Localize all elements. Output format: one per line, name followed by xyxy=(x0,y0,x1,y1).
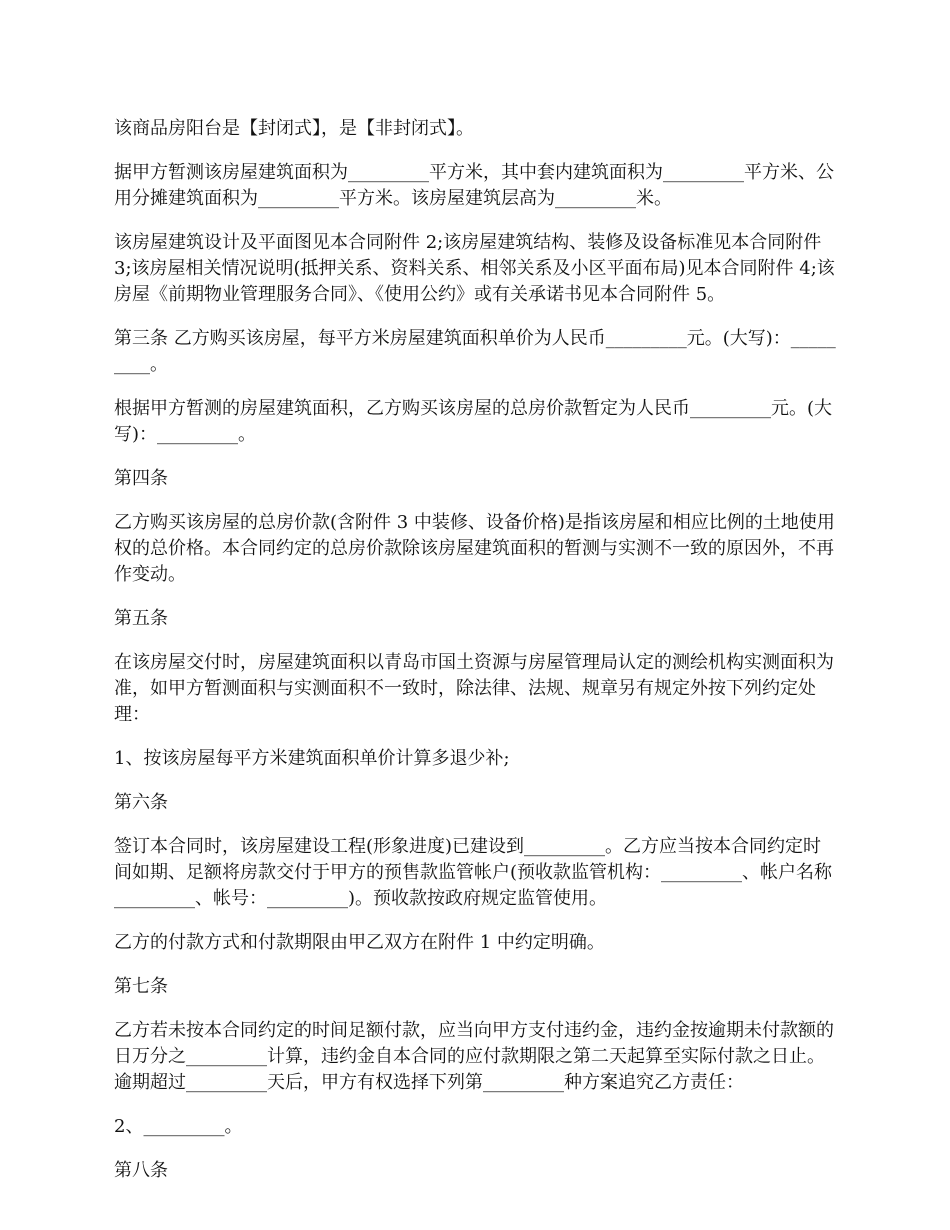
paragraph-option-2: 2、_________。 xyxy=(114,1116,243,1137)
paragraph-balcony-type: 该商品房阳台是【封闭式】，是【非封闭式】。 xyxy=(114,118,474,139)
paragraph-article-7-text: 乙方若未按本合同约定的时间足额付款，应当向甲方支付违约金，违约金按逾期未付款额的日万分之_________计算，违约金自本合同的应付款期限之第二天起算至实际付款之日止。逾期超过_________天后，甲方有权选择下列第_________种方案追究乙方责任： xyxy=(114,1020,834,1093)
document-content xyxy=(114,116,838,1202)
paragraph-payment-method: 乙方的付款方式和付款期限由甲乙双方在附件 1 中约定明确。 xyxy=(114,932,605,953)
paragraph-article-5-text: 在该房屋交付时，房屋建筑面积以青岛市国土资源与房屋管理局认定的测绘机构实测面积为准，如甲方暂测面积与实测面积不一致时，除法律、法规、规章另有规定外按下列约定处理： xyxy=(114,652,834,725)
paragraph-attachments: 该房屋建筑设计及平面图见本合同附件 2;该房屋建筑结构、装修及设备标准见本合同附件 3;该房屋相关情况说明(抵押关系、资料关系、相邻关系及小区平面布局)见本合同附件 4;该房屋《前期物业管理服务合同》、《使用公约》或有关承诺书见本合同附件 5。 xyxy=(114,232,835,305)
heading-article-7: 第七条 xyxy=(114,976,168,997)
paragraph-article-3-price: 第三条 乙方购买该房屋，每平方米房屋建筑面积单价为人民币_________元。(大写)：_________。 xyxy=(114,328,836,375)
paragraph-area-estimate: 据甲方暂测该房屋建筑面积为_________平方米，其中套内建筑面积为_________平方米、公用分摊建筑面积为_________平方米。该房屋建筑层高为_________米。 xyxy=(114,162,834,209)
heading-article-8: 第八条 xyxy=(114,1160,168,1181)
paragraph-article-6-text: 签订本合同时，该房屋建设工程(形象进度)已建设到_________。乙方应当按本合同约定时间如期、足额将房款交付于甲方的预售款监管帐户(预收款监管机构：_________、帐户名称_________、帐号：_________)。预收款按政府规定监管使用。 xyxy=(114,836,833,909)
heading-article-6: 第六条 xyxy=(114,792,168,813)
paragraph-refund-rule: 1、按该房屋每平方米建筑面积单价计算多退少补; xyxy=(114,748,510,769)
paragraph-total-price: 根据甲方暂测的房屋建筑面积，乙方购买该房屋的总房价款暂定为人民币_________元。(大写)：_________。 xyxy=(114,398,833,445)
paragraph-article-4-text: 乙方购买该房屋的总房价款(含附件 3 中装修、设备价格)是指该房屋和相应比例的土地使用权的总价格。本合同约定的总房价款除该房屋建筑面积的暂测与实测不一致的原因外，不再作变动。 xyxy=(114,512,835,585)
heading-article-5: 第五条 xyxy=(114,608,168,629)
heading-article-4: 第四条 xyxy=(114,468,168,489)
